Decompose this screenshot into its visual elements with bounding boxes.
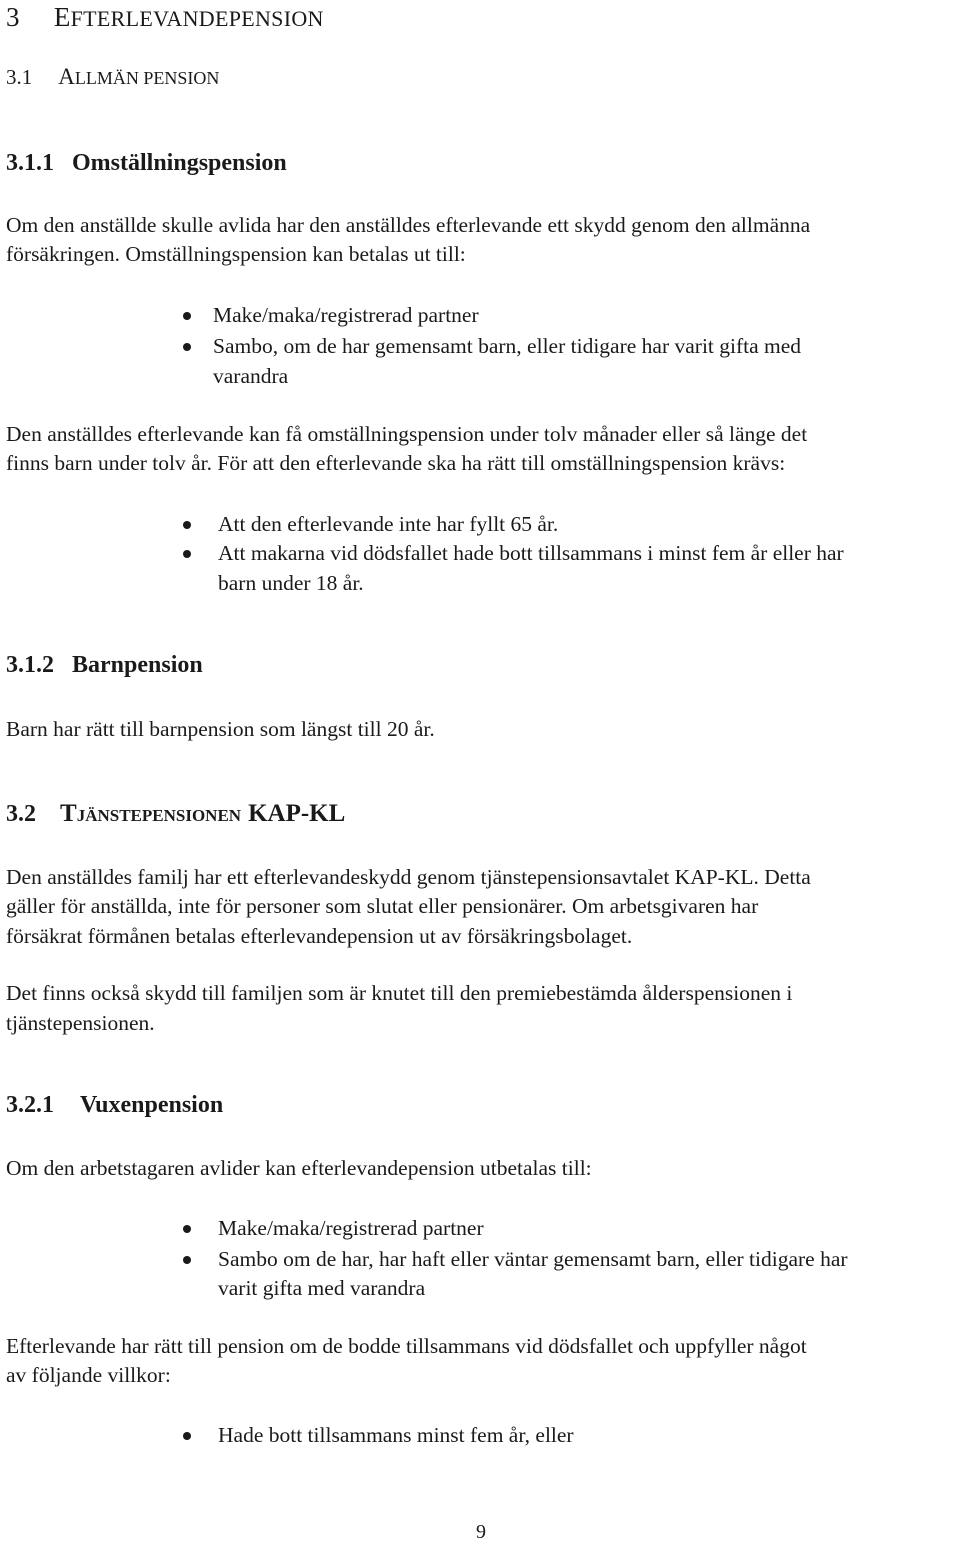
heading-number: 3.2.1 [6, 1092, 54, 1118]
heading-number: 3.1.2 [6, 652, 54, 678]
paragraph-line: Den anställdes efterlevande kan få omställningspension under tolv månader eller så länge det [6, 422, 808, 446]
paragraph-line: gäller för anställda, inte för personer som slutat eller pensionärer. Om arbetsgivaren har [6, 894, 759, 918]
heading-rest: JÄNSTEPENSIONEN [76, 806, 242, 825]
heading-section-3 [6, 2, 324, 33]
bullet-icon [183, 312, 191, 320]
heading-first-letter: E [53, 2, 71, 32]
paragraph-line: Det finns också skydd till familjen som är knutet till den premiebestämda ålderspensionen i [6, 981, 793, 1005]
bullet-icon [183, 521, 191, 529]
heading-number: 3 [6, 2, 20, 32]
paragraph-line: Barn har rätt till barnpension som längst till 20 år. [6, 717, 435, 741]
heading-first-letter: A [58, 64, 75, 89]
heading-first-letter: T [60, 800, 77, 827]
heading-section-3-1-2 [6, 652, 203, 679]
list-item: Att makarna vid dödsfallet hade bott tillsammans i minst fem år eller har [218, 541, 844, 565]
paragraph-line: försäkringen. Omställningspension kan betalas ut till: [6, 242, 466, 266]
paragraph-line: Om den anställde skulle avlida har den anställdes efterlevande ett skydd genom den allmänna [6, 213, 811, 237]
paragraph-line: Om den arbetstagaren avlider kan efterlevandepension utbetalas till: [6, 1156, 592, 1180]
list-item: Make/maka/registrerad partner [218, 1216, 484, 1240]
heading-number: 3.2 [6, 801, 36, 827]
list-item: Att den efterlevande inte har fyllt 65 år. [218, 512, 559, 536]
list-item: Hade bott tillsammans minst fem år, eller [218, 1423, 574, 1447]
list-item-continuation: varandra [213, 364, 289, 388]
heading-title: Barnpension [72, 652, 203, 678]
heading-rest: FTERLEVANDEPENSION [70, 6, 324, 31]
list-item-continuation: barn under 18 år. [218, 571, 364, 595]
heading-section-3-2-1 [6, 1092, 223, 1119]
heading-rest: LLMÄN PENSION [74, 68, 220, 88]
bullet-icon [183, 343, 191, 351]
paragraph-line: tjänstepensionen. [6, 1011, 155, 1035]
heading-section-3-2 [6, 800, 345, 828]
bullet-icon [183, 550, 191, 558]
list-item: Sambo, om de har gemensamt barn, eller tidigare har varit gifta med [213, 334, 802, 358]
heading-title: Vuxenpension [80, 1092, 224, 1118]
paragraph-line: Den anställdes familj har ett efterlevandeskydd genom tjänstepensionsavtalet KAP-KL. Detta [6, 865, 811, 889]
list-item: Sambo om de har, har haft eller väntar gemensamt barn, eller tidigare har [218, 1247, 848, 1271]
heading-title: Omställningspension [72, 150, 287, 176]
bullet-icon [183, 1432, 191, 1440]
list-item-continuation: varit gifta med varandra [218, 1276, 426, 1300]
heading-number: 3.1 [6, 65, 33, 89]
heading-number: 3.1.1 [6, 150, 54, 176]
paragraph-line: försäkrat förmånen betalas efterlevandepension ut av försäkringsbolaget. [6, 924, 633, 948]
heading-section-3-1 [6, 64, 219, 90]
page-number: 9 [476, 1521, 486, 1543]
heading-tail: KAP-KL [248, 800, 346, 827]
paragraph-line: finns barn under tolv år. För att den efterlevande ska ha rätt till omställningspension krävs: [6, 451, 786, 475]
bullet-icon [183, 1225, 191, 1233]
paragraph-line: av följande villkor: [6, 1363, 171, 1387]
bullet-icon [183, 1256, 191, 1264]
list-item: Make/maka/registrerad partner [213, 303, 479, 327]
paragraph-line: Efterlevande har rätt till pension om de bodde tillsammans vid dödsfallet och uppfyller något [6, 1334, 807, 1358]
heading-section-3-1-1 [6, 150, 287, 177]
